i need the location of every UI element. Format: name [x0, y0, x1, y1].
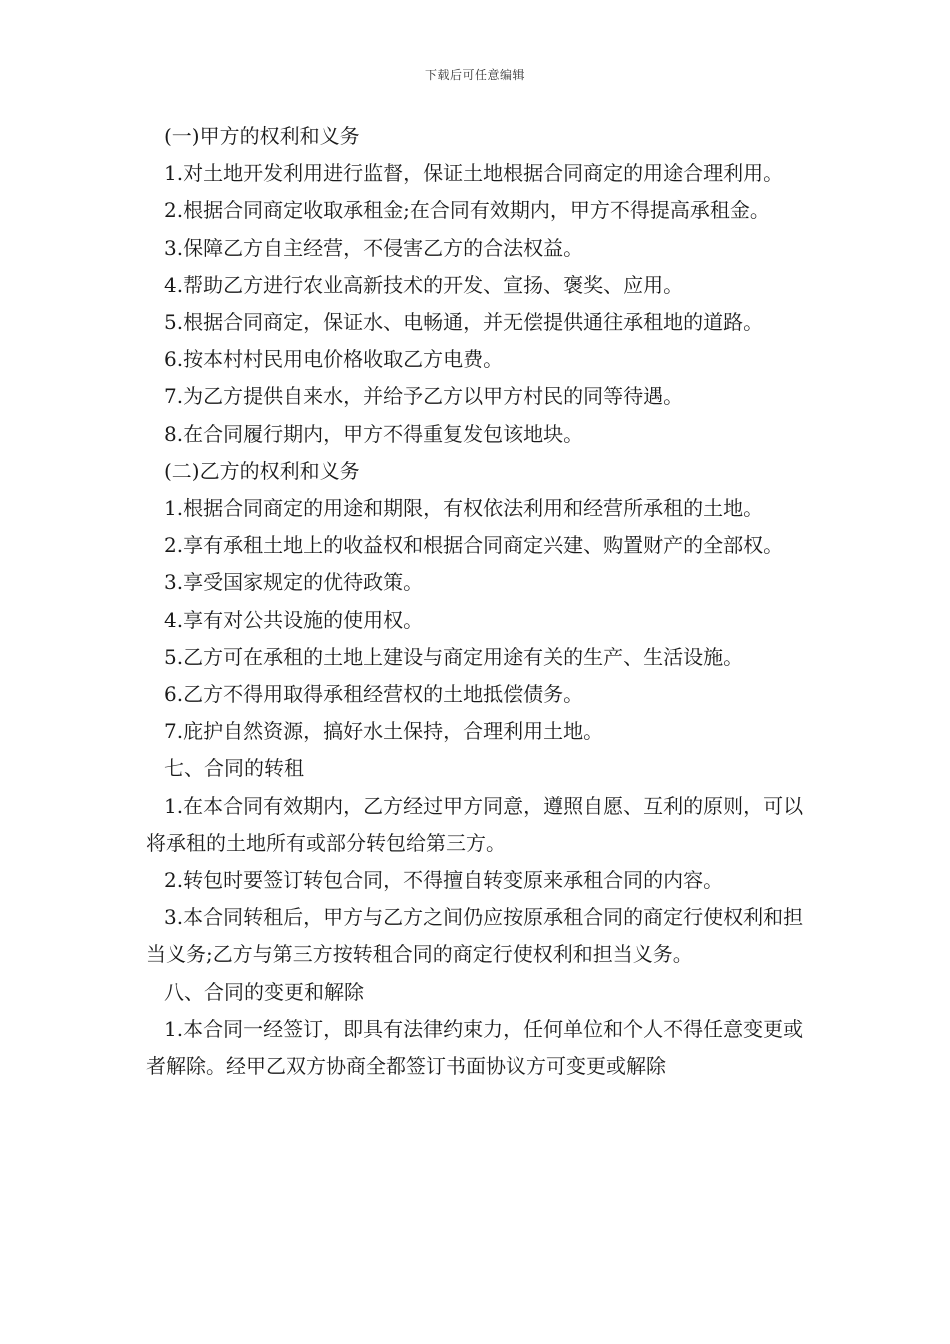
clause-sublease-1: 1.在本合同有效期内，乙方经过甲方同意，遵照自愿、互利的原则，可以将承租的土地所有或部分转包给第三方。 [146, 793, 804, 855]
clause-a-7: 7.为乙方提供自来水，并给予乙方以甲方村民的同等待遇。 [164, 384, 684, 409]
clause-b-1: 1.根据合同商定的用途和期限，有权依法利用和经营所承租的土地。 [164, 496, 764, 521]
clause-sublease-3: 3.本合同转租后，甲方与乙方之间仍应按原承租合同的商定行使权利和担当义务;乙方与第三方按转租合同的商定行使权利和担当义务。 [146, 905, 804, 967]
section-heading-party-b: (二)乙方的权利和义务 [164, 458, 360, 483]
section-heading-party-a: (一)甲方的权利和义务 [164, 124, 360, 148]
clause-a-8: 8.在合同履行期内，甲方不得重复发包该地块。 [164, 421, 584, 446]
document-body [146, 118, 816, 1085]
clause-a-6: 6.按本村村民用电价格收取乙方电费。 [164, 347, 504, 372]
clause-a-1: 1.对土地开发利用进行监督，保证土地根据合同商定的用途合理利用。 [164, 161, 784, 186]
section-heading-change-termination: 八、合同的变更和解除 [164, 979, 364, 1004]
clause-b-2: 2.享有承租土地上的收益权和根据合同商定兴建、购置财产的全部权。 [164, 533, 784, 558]
section-heading-sublease: 七、合同的转租 [164, 756, 304, 781]
clause-a-5: 5.根据合同商定，保证水、电畅通，并无偿提供通往承租地的道路。 [164, 310, 764, 335]
clause-b-7: 7.庇护自然资源，搞好水土保持，合理利用土地。 [164, 719, 604, 744]
clause-a-4: 4.帮助乙方进行农业高新技术的开发、宣扬、褒奖、应用。 [164, 272, 684, 297]
clause-a-3: 3.保障乙方自主经营，不侵害乙方的合法权益。 [164, 235, 584, 260]
clause-b-4: 4.享有对公共设施的使用权。 [164, 607, 424, 632]
clause-b-3: 3.享受国家规定的优待政策。 [164, 570, 424, 595]
clause-change-1: 1.本合同一经签订，即具有法律约束力，任何单位和个人不得任意变更或者解除。经甲乙双方协商全都签订书面协议方可变更或解除 [146, 1016, 804, 1079]
clause-b-5: 5.乙方可在承租的土地上建设与商定用途有关的生产、生活设施。 [164, 644, 744, 669]
page-header: 下载后可任意编辑 [424, 68, 525, 82]
clause-a-2: 2.根据合同商定收取承租金;在合同有效期内，甲方不得提高承租金。 [164, 198, 770, 223]
clause-b-6: 6.乙方不得用取得承租经营权的土地抵偿债务。 [164, 682, 584, 707]
clause-sublease-2: 2.转包时要签订转包合同，不得擅自转变原来承租合同的内容。 [164, 868, 724, 893]
